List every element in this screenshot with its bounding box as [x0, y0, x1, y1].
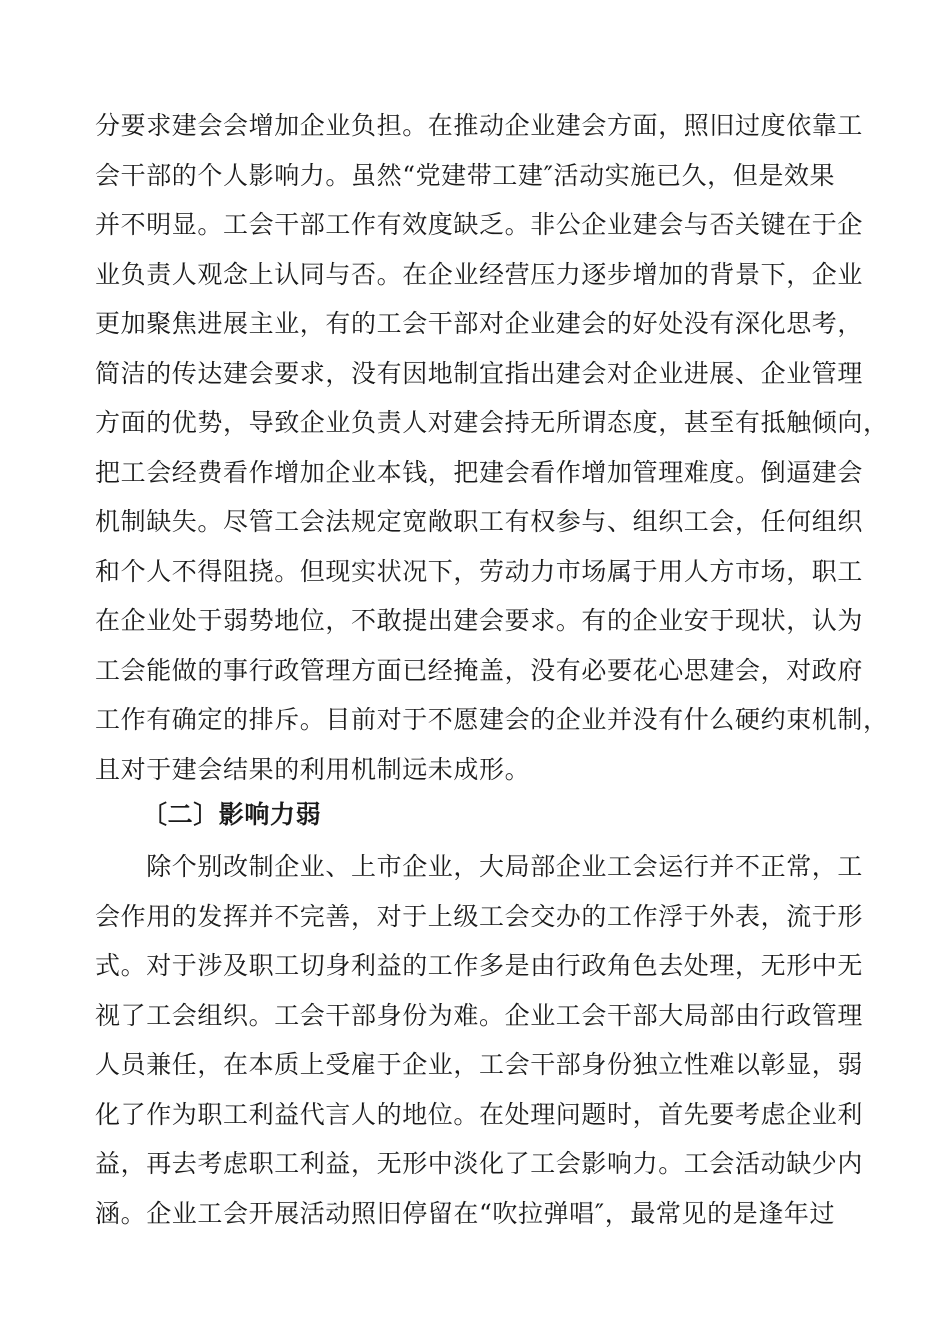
text-line: 把工会经费看作增加企业本钱，把建会看作增加管理难度。倒逼建会 [95, 457, 864, 487]
text-line: 益，再去考虑职工利益，无形中淡化了工会影响力。工会活动缺少内 [95, 1149, 864, 1178]
text-line: 式。对于涉及职工切身利益的工作多是由行政角色去处理，无形中无 [95, 951, 864, 980]
text-line: 除个别改制企业、上市企业，大局部企业工会运行并不正常，工 [95, 852, 864, 881]
text-line: 会干部的个人影响力。虽然“党建带工建″活动实施已久，但是效果 [95, 160, 836, 190]
text-line: 更加聚焦进展主业，有的工会干部对企业建会的好处没有深化思考， [95, 309, 864, 338]
text-line: 在企业处于弱势地位，不敢提出建会要求。有的企业安于现状，认为 [95, 606, 864, 635]
text-line: 涵。企业工会开展活动照旧停留在“吹拉弹唱″，最常见的是逢年过 [95, 1198, 836, 1228]
text-line: 工会能做的事行政管理方面已经掩盖，没有必要花心思建会，对政府 [95, 655, 864, 685]
text-line: 会作用的发挥并不完善，对于上级工会交办的工作浮于外表，流于形 [95, 901, 864, 931]
text-line: 和个人不得阻挠。但现实状况下，劳动力市场属于用人方市场，职工 [95, 556, 864, 586]
text-line: 且对于建会结果的利用机制远未成形。 [95, 754, 531, 784]
text-line: 化了作为职工利益代言人的地位。在处理问题时，首先要考虑企业利 [95, 1099, 864, 1129]
text-line: 分要求建会会增加企业负担。在推动企业建会方面，照旧过度依靠工 [95, 111, 864, 140]
text-line: 机制缺失。尽管工会法规定宽敞职工有权参与、组织工会，任何组织 [95, 507, 864, 536]
text-line: 并不明显。工会干部工作有效度缺乏。非公企业建会与否关键在于企 [95, 210, 864, 239]
paragraph-2 [95, 842, 864, 1238]
text-line: 业负责人观念上认同与否。在企业经营压力逐步增加的背景下，企业 [95, 259, 864, 289]
text-line: 方面的优势，导致企业负责人对建会持无所谓态度，甚至有抵触倾向， [95, 408, 889, 437]
section-heading: 〔二〕影响力弱 [142, 800, 322, 829]
text-line: 人员兼任，在本质上受雇于企业，工会干部身份独立性难以彰显，弱 [95, 1050, 864, 1079]
text-line: 视了工会组织。工会干部身份为难。企业工会干部大局部由行政管理 [95, 1000, 864, 1030]
text-line: 工作有确定的排斥。目前对于不愿建会的企业并没有什么硬约束机制， [95, 705, 889, 734]
text-line: 简洁的传达建会要求，没有因地制宜指出建会对企业进展、企业管理 [95, 358, 864, 388]
paragraph-1 [95, 101, 889, 794]
